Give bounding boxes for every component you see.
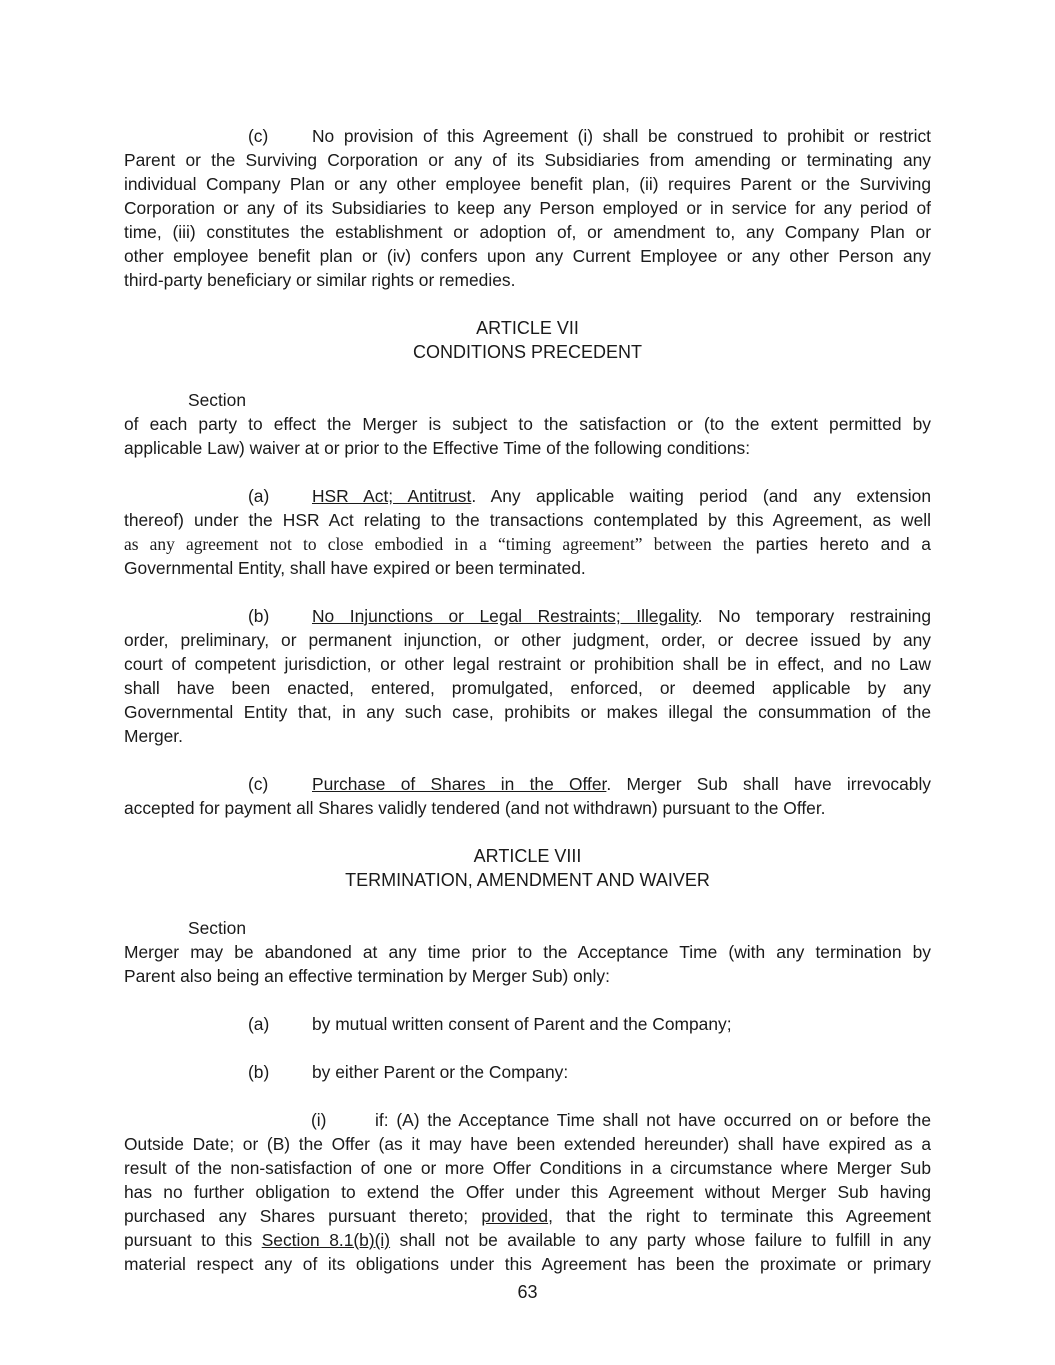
text-line: result of the non-satisfaction of one or more Offer Conditions in a circumstance where Merger Sub	[124, 1158, 931, 1178]
text-line: thereof) under the HSR Act relating to the transactions contemplated by this Agreement, as well	[124, 510, 931, 530]
provided-term: provided	[481, 1206, 549, 1226]
condition-a: (a) HSR Act; Antitrust. Any applicable waiting period (and any extension thereof) under the HSR Act relating to the transactions contemplated by this Agreement, as well as any agreement not to close embodied in a “timing agreement” between the parties hereto and a Governmental Entity, shall have expired or been terminated.	[124, 486, 931, 578]
text-line: Parent or the Surviving Corporation or any of its Subsidiaries from amending or terminating any	[124, 150, 931, 170]
text-line: Governmental Entity that, in any such case, prohibits or makes illegal the consummation of the	[124, 702, 931, 722]
text-line: third-party beneficiary or similar rights or remedies.	[124, 270, 516, 290]
text-line: Governmental Entity, shall have expired or been terminated.	[124, 558, 586, 578]
condition-b: (b) No Injunctions or Legal Restraints; Illegality. No temporary restraining order, preliminary, or permanent injunction, or other judgment, order, or decree issued by any court of competent jurisdiction, or other legal restraint or prohibition shall be in effect, and no Law shall have been enacted, entered, promulgated, enforced, or deemed applicable by any Governmental Entity that, in any such case, prohibits or makes illegal the consummation of the Merger.	[124, 606, 931, 746]
text-line: Merger.	[124, 726, 183, 746]
text-line: Outside Date; or (B) the Offer (as it may have been extended hereunder) shall have expired as a	[124, 1134, 931, 1154]
article-title: ARTICLE VIII	[473, 846, 582, 866]
section-cross-reference: Section 8.1(b)(i)	[261, 1230, 391, 1250]
paragraph-label: (b)	[248, 1062, 270, 1082]
text-line: individual Company Plan or any other employee benefit plan, (ii) requires Parent or the Surviving	[124, 174, 931, 194]
text-line: has no further obligation to extend the Offer under this Agreement without Merger Sub having	[124, 1182, 931, 1202]
article-subtitle: CONDITIONS PRECEDENT	[412, 342, 643, 362]
condition-heading: Purchase of Shares in the Offer	[312, 774, 607, 794]
text-line: time, (iii) constitutes the establishment or adoption of, or amendment to, any Company Plan or	[124, 222, 931, 242]
section-7-1	[124, 388, 931, 460]
text-line: other employee benefit plan or (iv) confers upon any Current Employee or any other Person any	[124, 246, 931, 266]
termination-a: (a) by mutual written consent of Parent and the Company;	[248, 1014, 732, 1034]
article-title: ARTICLE VII	[476, 318, 579, 338]
text-line: accepted for payment all Shares validly tendered (and not withdrawn) pursuant to the Offer.	[124, 798, 826, 818]
text-line: applicable Law) waiver at or prior to the Effective Time of the following conditions:	[124, 438, 751, 458]
text-line: shall have been enacted, entered, promulgated, enforced, or deemed applicable by any	[124, 678, 931, 698]
paragraph-c: (c) No provision of this Agreement (i) shall be construed to prohibit or restrict Parent or the Surviving Corporation or any of its Subsidiaries from amending or terminating any individual Company Plan or any other employee benefit plan, (ii) requires Parent or the Surviving Corporation or any of its Subsidiaries to keep any Person employed or in service for any period of time, (iii) constitutes the establishment or adoption of, or amendment to, any Company Plan or other employee benefit plan or (iv) confers upon any Current Employee or any other Person any third-party beneficiary or similar rights or remedies.	[124, 126, 931, 290]
article-subtitle: TERMINATION, AMENDMENT AND WAIVER	[345, 870, 710, 890]
text-line: order, preliminary, or permanent injunction, or other judgment, order, or decree issued by any	[124, 630, 931, 650]
text-line: Merger may be abandoned at any time prior to the Acceptance Time (with any termination by	[124, 942, 931, 962]
paragraph-label: (b)	[248, 606, 270, 626]
document-page	[124, 124, 931, 1276]
paragraph-label: (i)	[311, 1110, 327, 1130]
section-label: Section	[188, 918, 247, 938]
paragraph-label: (a)	[248, 486, 270, 506]
paragraph-label: (c)	[248, 126, 269, 146]
condition-heading: No Injunctions or Legal Restraints; Illegality	[312, 606, 698, 626]
section-label: Section	[188, 390, 247, 410]
termination-b-i: (i) if: (A) the Acceptance Time shall not have occurred on or before the Outside Date; or (B) the Offer (as it may have been extended hereunder) shall have expired as a result of the non-satisfaction of one or more Offer Conditions in a circumstance where Merger Sub has no further obligation to extend the Offer under this Agreement without Merger Sub having purchased any Shares pursuant thereto; provided, that the right to terminate this Agreement pursuant to this Section 8.1(b)(i) shall not be available to any party whose failure to fulfill in any material respect any of its obligations under this Agreement has been the proximate or primary	[124, 1110, 931, 1274]
text-line: court of competent jurisdiction, or other legal restraint or prohibition shall be in effect, and no Law	[124, 654, 931, 674]
text-line: Parent also being an effective termination by Merger Sub) only:	[124, 966, 610, 986]
text-line: Corporation or any of its Subsidiaries to keep any Person employed or in service for any period of	[124, 198, 931, 218]
condition-c: (c) Purchase of Shares in the Offer. Merger Sub shall have irrevocably accepted for payment all Shares validly tendered (and not withdrawn) pursuant to the Offer.	[124, 774, 931, 818]
page-number: 63	[517, 1282, 538, 1302]
termination-b: (b) by either Parent or the Company:	[248, 1062, 569, 1082]
paragraph-label: (a)	[248, 1014, 270, 1034]
section-8-1	[124, 916, 931, 988]
text-line: of each party to effect the Merger is subject to the satisfaction or (to the extent permitted by	[124, 414, 931, 434]
text-line: material respect any of its obligations under this Agreement has been the proximate or primary	[124, 1254, 931, 1274]
paragraph-label: (c)	[248, 774, 269, 794]
condition-heading: HSR Act; Antitrust	[312, 486, 472, 506]
